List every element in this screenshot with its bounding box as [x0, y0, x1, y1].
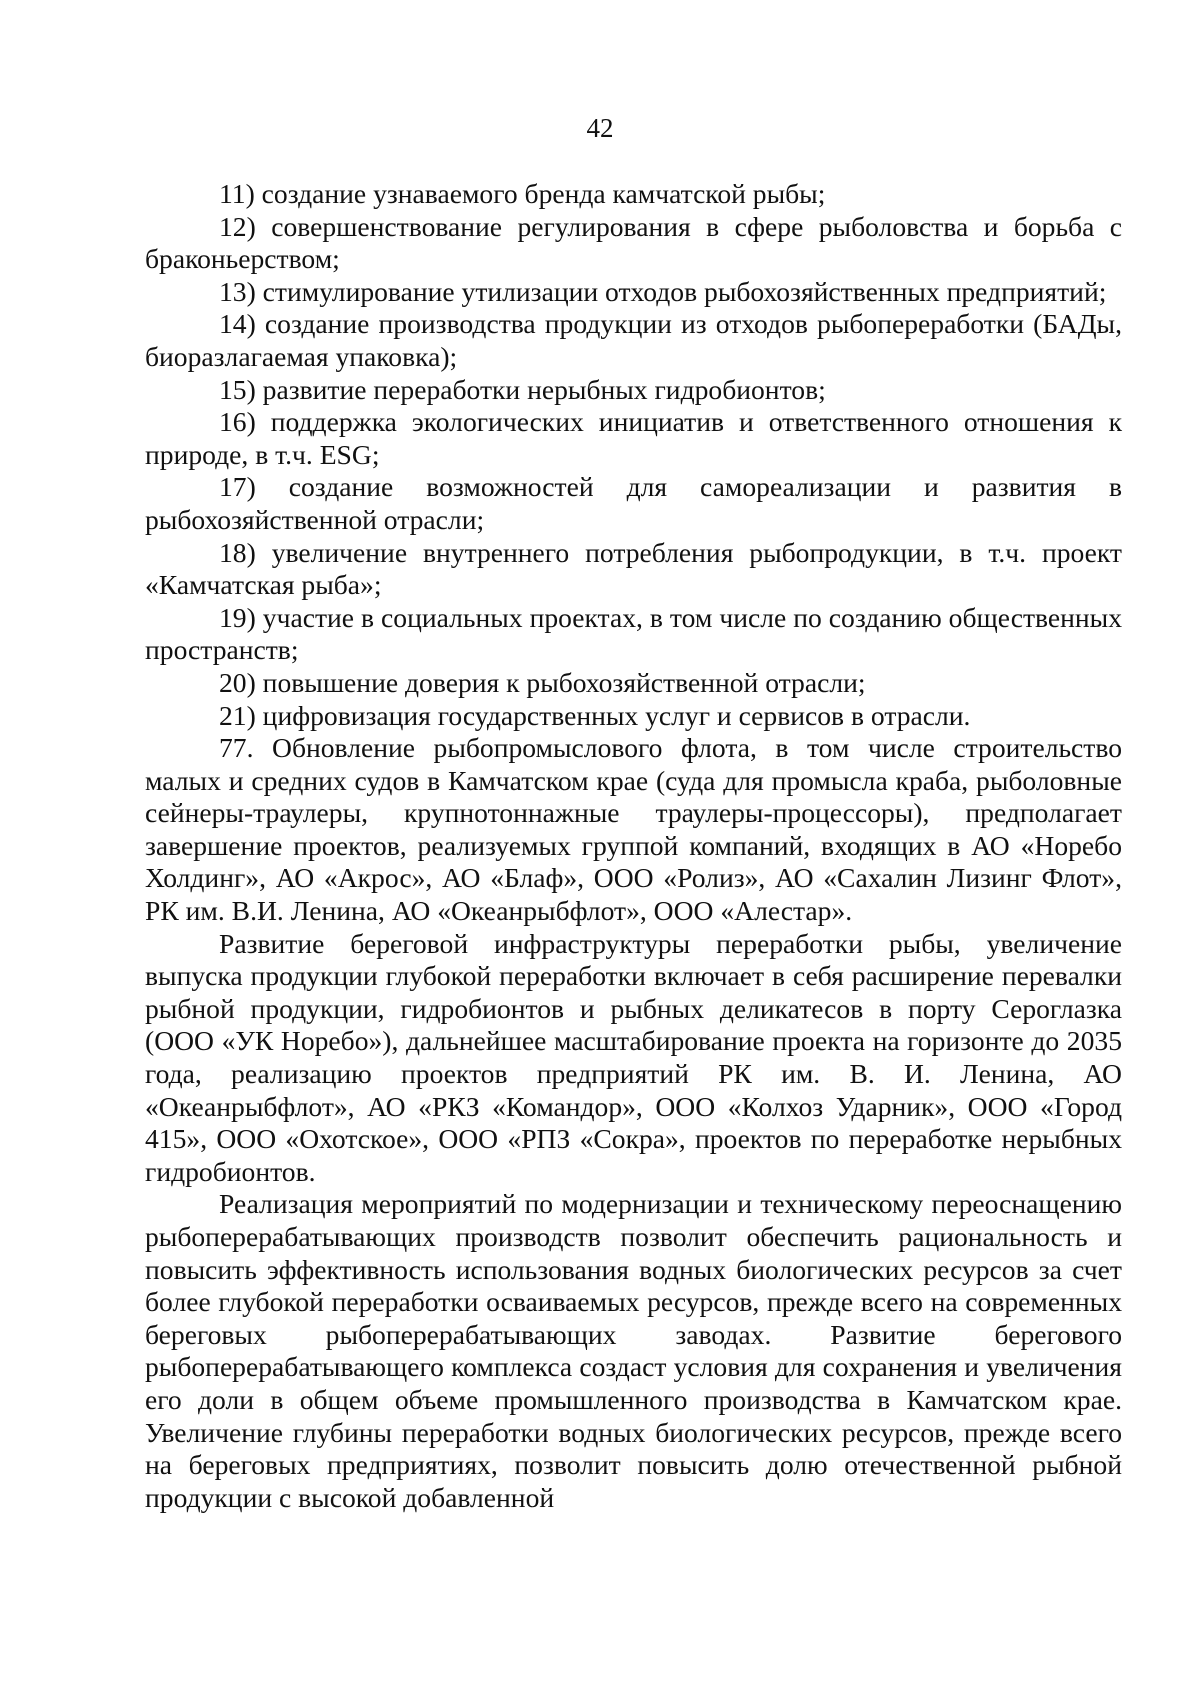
list-item-17: 17) создание возможностей для самореализации и развития в рыбохозяйственной отрасли;	[145, 471, 1122, 535]
page-number: 42	[586, 113, 614, 143]
modernization-paragraph: Реализация мероприятий по модернизации и техническому переоснащению рыбоперерабатывающих производств позволит обеспечить рациональность и повысить эффективность использования водных биологических ресурсов за счет более глубокой переработки осваиваемых ресурсов, прежде всего на современных береговых рыбоперерабатывающих заводах. Развитие берегового рыбоперерабатывающего комплекса создаст условия для сохранения и увеличения его доли в общем объеме промышленного производства в Камчатском крае. Увеличение глубины переработки водных биологических ресурсов, прежде всего на береговых предприятиях, позволит повысить долю отечественной рыбной продукции с высокой добавленной	[145, 1188, 1122, 1513]
list-item-11: 11) создание узнаваемого бренда камчатской рыбы;	[219, 178, 826, 209]
document-body	[145, 178, 1122, 1514]
coastal-infrastructure-paragraph: Развитие береговой инфраструктуры переработки рыбы, увеличение выпуска продукции глубокой переработки включает в себя расширение перевалки рыбной продукции, гидробионтов и рыбных деликатесов в порту Сероглазка (ООО «УК Норебо»), дальнейшее масштабирование проекта на горизонте до 2035 года, реализацию проектов предприятий РК им. В. И. Ленина, АО «Океанрыбфлот», АО «РКЗ «Командор», ООО «Колхоз Ударник», ООО «Город 415», ООО «Охотское», ООО «РПЗ «Сокра», проектов по переработке нерыбных гидробионтов.	[145, 927, 1122, 1187]
list-item-12: 12) совершенствование регулирования в сфере рыболовства и борьба с браконьерством;	[145, 210, 1122, 275]
list-item-21: 21) цифровизация государственных услуг и сервисов в отрасли.	[219, 699, 971, 731]
list-item-14: 14) создание производства продукции из отходов рыбопереработки (БАДы, биоразлагаемая упаковка);	[145, 308, 1122, 372]
list-item-18: 18) увеличение внутреннего потребления рыбопродукции, в т.ч. проект «Камчатская рыба»;	[145, 536, 1122, 601]
list-item-16: 16) поддержка экологических инициатив и ответственного отношения к природе, в т.ч. ESG;	[145, 406, 1122, 470]
list-item-15: 15) развитие переработки нерыбных гидробионтов;	[219, 373, 826, 405]
list-item-19: 19) участие в социальных проектах, в том числе по созданию общественных пространств;	[145, 601, 1122, 666]
list-item-13: 13) стимулирование утилизации отходов рыбохозяйственных предприятий;	[219, 275, 1107, 307]
list-item-20: 20) повышение доверия к рыбохозяйственной отрасли;	[219, 666, 866, 698]
section-77-paragraph: 77. Обновление рыбопромыслового флота, в том числе строительство малых и средних судов в Камчатском крае (суда для промысла краба, рыболовные сейнеры-траулеры, крупнотоннажные траулеры-процессоры), предполагает завершение проектов, реализуемых группой компаний, входящих в АО «Норебо Холдинг», АО «Акрос», АО «Блаф», ООО «Ролиз», АО «Сахалин Лизинг Флот», РК им. В.И. Ленина, АО «Океанрыбфлот», ООО «Алестар».	[145, 732, 1122, 927]
